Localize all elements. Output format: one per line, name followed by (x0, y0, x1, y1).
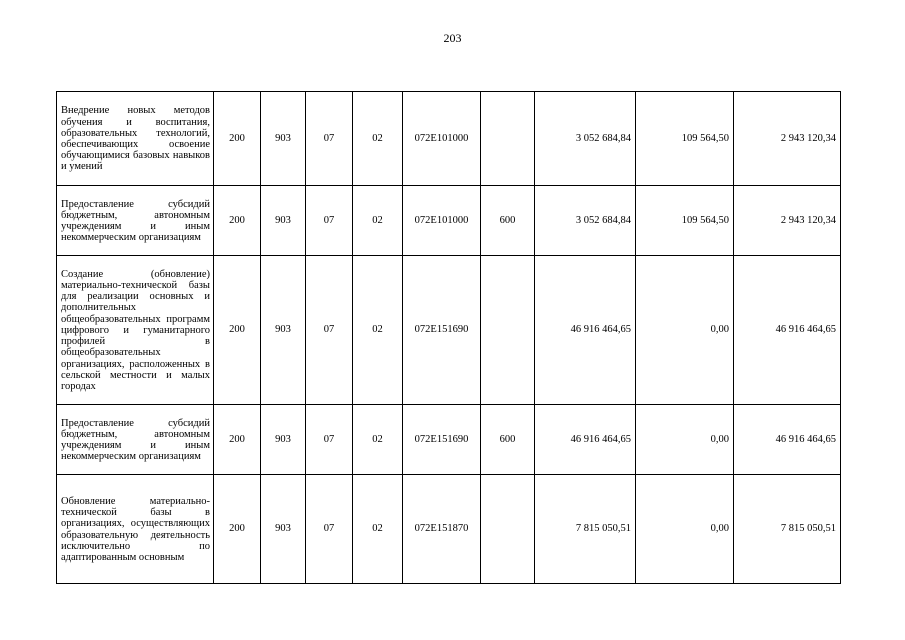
row-col3: 07 (306, 92, 353, 186)
row-amount1: 46 916 464,65 (535, 256, 636, 405)
budget-table (56, 91, 841, 584)
row-expense-type: 600 (481, 186, 535, 256)
row-description: Создание (обновление) материально-технической базы для реализации основных и дополнительных общеобразовательных программ цифрового и гуманитарного профилей в общеобразовательных организациях, расположенных в сельской местности и малых городах (57, 256, 214, 405)
row-col4: 02 (353, 405, 403, 475)
table-row (57, 405, 841, 475)
row-col4: 02 (353, 475, 403, 584)
row-code: 072E101000 (403, 92, 481, 186)
row-col1: 200 (214, 92, 261, 186)
row-col2: 903 (261, 186, 306, 256)
row-col3: 07 (306, 405, 353, 475)
table-row (57, 92, 841, 186)
table-row (57, 186, 841, 256)
row-col2: 903 (261, 475, 306, 584)
row-expense-type (481, 256, 535, 405)
row-description: Предоставление субсидий бюджетным, автономным учреждениям и иным некоммерческим организациям (57, 405, 214, 475)
row-col1: 200 (214, 256, 261, 405)
row-col4: 02 (353, 92, 403, 186)
row-amount2: 0,00 (636, 256, 734, 405)
row-col4: 02 (353, 186, 403, 256)
row-amount1: 3 052 684,84 (535, 92, 636, 186)
row-col2: 903 (261, 405, 306, 475)
row-col2: 903 (261, 92, 306, 186)
row-col3: 07 (306, 186, 353, 256)
row-expense-type (481, 92, 535, 186)
row-amount3: 7 815 050,51 (734, 475, 841, 584)
row-amount2: 0,00 (636, 405, 734, 475)
row-col4: 02 (353, 256, 403, 405)
row-col1: 200 (214, 475, 261, 584)
page-number: 203 (443, 31, 462, 45)
row-code: 072E101000 (403, 186, 481, 256)
row-amount3: 46 916 464,65 (734, 405, 841, 475)
row-col2: 903 (261, 256, 306, 405)
row-amount2: 109 564,50 (636, 92, 734, 186)
row-amount3: 2 943 120,34 (734, 186, 841, 256)
row-code: 072E151690 (403, 256, 481, 405)
row-description: Обновление материально-технической базы в организациях, осуществляющих образовательную деятельность исключительно по адаптированным основным (57, 475, 214, 584)
table-row (57, 475, 841, 584)
row-code: 072E151870 (403, 475, 481, 584)
row-amount2: 0,00 (636, 475, 734, 584)
row-expense-type (481, 475, 535, 584)
table-row (57, 256, 841, 405)
row-code: 072E151690 (403, 405, 481, 475)
row-description: Внедрение новых методов обучения и воспитания, образовательных технологий, обеспечивающих освоение обучающимися базовых навыков и умений (57, 92, 214, 186)
row-description: Предоставление субсидий бюджетным, автономным учреждениям и иным некоммерческим организациям (57, 186, 214, 256)
row-col3: 07 (306, 256, 353, 405)
row-col1: 200 (214, 186, 261, 256)
row-amount1: 46 916 464,65 (535, 405, 636, 475)
row-col1: 200 (214, 405, 261, 475)
row-amount3: 2 943 120,34 (734, 92, 841, 186)
row-expense-type: 600 (481, 405, 535, 475)
row-amount2: 109 564,50 (636, 186, 734, 256)
row-amount1: 3 052 684,84 (535, 186, 636, 256)
row-amount3: 46 916 464,65 (734, 256, 841, 405)
row-amount1: 7 815 050,51 (535, 475, 636, 584)
row-col3: 07 (306, 475, 353, 584)
